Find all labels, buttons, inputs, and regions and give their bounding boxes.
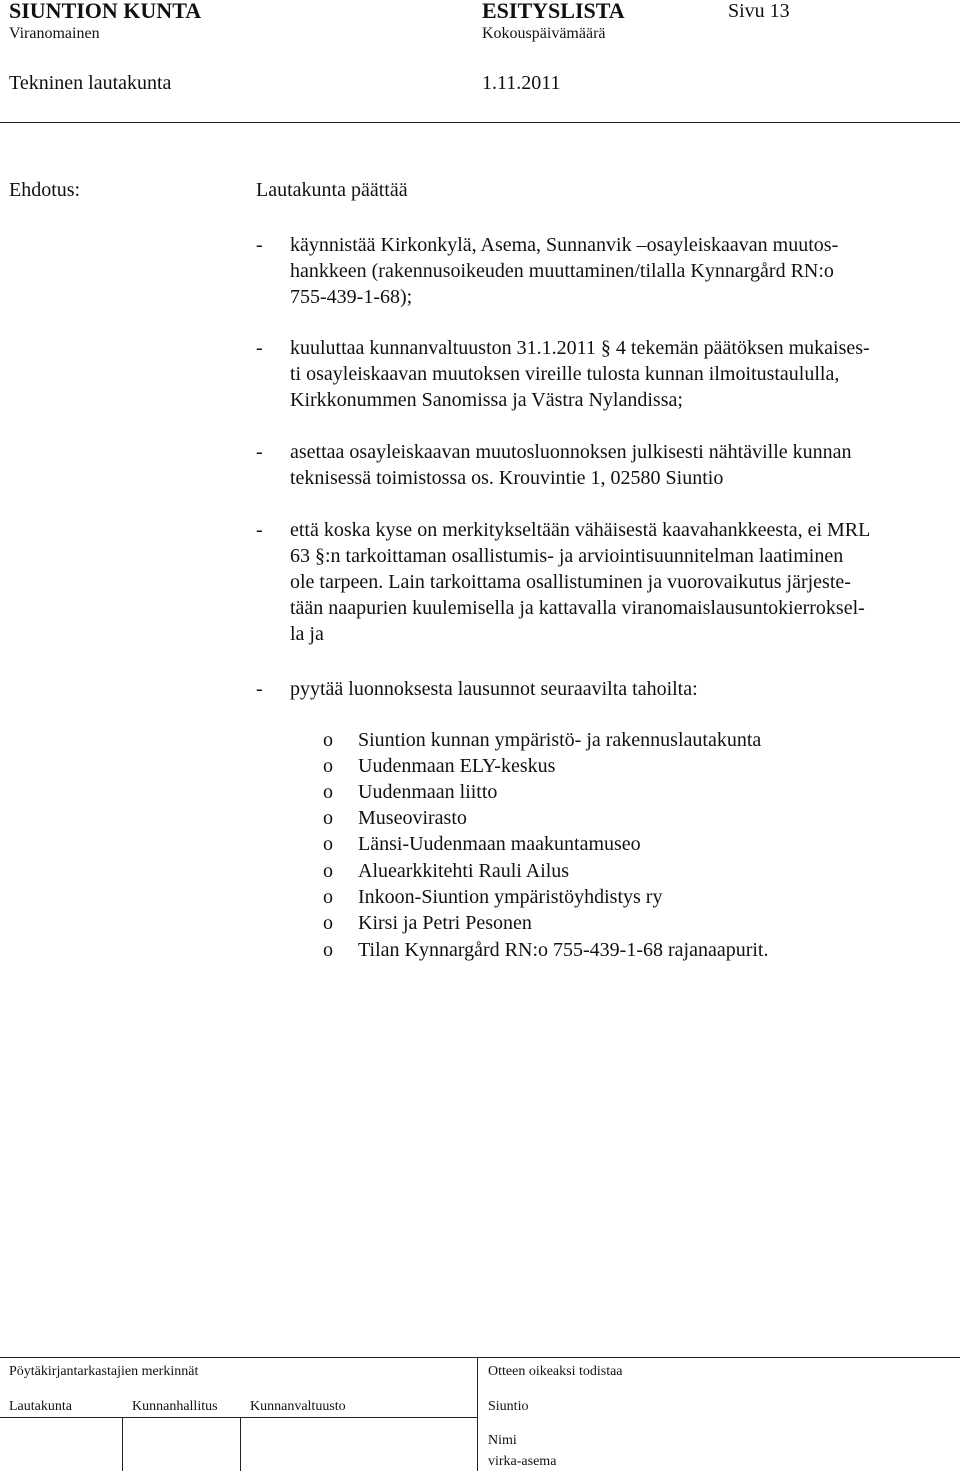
item-dash: - — [256, 519, 263, 541]
text-line: ole tarpeen. Lain tarkoittama osallistuminen ja vuorovaikutus järjeste- — [290, 571, 851, 593]
list-item — [0, 753, 960, 779]
certified-copy-label: Otteen oikeaksi todistaa — [488, 1364, 623, 1379]
footer-body-council: Kunnanvaltuusto — [250, 1399, 346, 1414]
text-line: asettaa osayleiskaavan muutosluonnoksen julkisesti nähtäville kunnan — [290, 441, 852, 463]
list-item — [0, 910, 960, 936]
recipient-name: Aluearkkitehti Rauli Ailus — [358, 860, 570, 882]
bullet-icon: o — [323, 886, 333, 908]
recipient-name: Inkoon-Siuntion ympäristöyhdistys ry — [358, 886, 663, 908]
bullet-icon: o — [323, 781, 333, 803]
header-divider — [0, 122, 960, 123]
recipient-name: Länsi-Uudenmaan maakuntamuseo — [358, 833, 641, 855]
text-line: käynnistää Kirkonkylä, Asema, Sunnanvik –osayleiskaavan muutos- — [290, 234, 839, 256]
proposal-label: Ehdotus: — [9, 179, 81, 201]
text-line: Kirkkonummen Sanomissa ja Västra Nylandissa; — [290, 389, 683, 411]
text-line: 755-439-1-68); — [290, 286, 413, 308]
text-line: la ja — [290, 623, 324, 645]
recipient-name: Kirsi ja Petri Pesonen — [358, 912, 532, 934]
decision-item-request-statements — [290, 676, 950, 702]
list-item — [0, 937, 960, 963]
list-item — [0, 831, 960, 857]
list-item — [0, 779, 960, 805]
recipient-name: Tilan Kynnargård RN:o 755-439-1-68 rajanaapurit. — [358, 939, 769, 961]
name-label: Nimi — [488, 1433, 517, 1448]
recipient-name: Uudenmaan liitto — [358, 781, 498, 803]
authority-label: Viranomainen — [9, 25, 100, 42]
item-dash: - — [256, 678, 263, 700]
footer-center-divider — [477, 1357, 478, 1471]
bullet-icon: o — [323, 912, 333, 934]
minutes-checkers-label: Pöytäkirjantarkastajien merkinnät — [9, 1364, 199, 1379]
footer-divider — [122, 1417, 123, 1471]
bullet-icon: o — [323, 807, 333, 829]
meeting-date-label: Kokouspäivämäärä — [482, 25, 606, 42]
decision-item-display — [290, 439, 950, 491]
decision-item-initiate — [290, 232, 950, 310]
footer-top-rule — [0, 1357, 960, 1358]
organization-name: SIUNTION KUNTA — [9, 0, 202, 23]
bullet-icon: o — [323, 729, 333, 751]
list-item — [0, 858, 960, 884]
footer-body-municipal-board: Kunnanhallitus — [132, 1399, 218, 1414]
text-line: ti osayleiskaavan muutoksen vireille tulosta kunnan ilmoitustaululla, — [290, 363, 840, 385]
recipient-name: Uudenmaan ELY-keskus — [358, 755, 556, 777]
footer-place: Siuntio — [488, 1399, 529, 1414]
page-number: Sivu 13 — [728, 0, 790, 22]
decision-item-announce — [290, 335, 950, 413]
document-type: ESITYSLISTA — [482, 0, 625, 23]
meeting-date: 1.11.2011 — [482, 72, 561, 94]
list-item — [0, 727, 960, 753]
footer-divider — [240, 1417, 241, 1471]
recipient-name: Museovirasto — [358, 807, 467, 829]
footer-body-board: Lautakunta — [9, 1399, 72, 1414]
authority-name: Tekninen lautakunta — [9, 72, 172, 94]
proposal-intro: Lautakunta päättää — [256, 179, 408, 201]
position-label: virka-asema — [488, 1454, 557, 1469]
bullet-icon: o — [323, 755, 333, 777]
item-dash: - — [256, 234, 263, 256]
text-line: hankkeen (rakennusoikeuden muuttaminen/tilalla Kynnargård RN:o — [290, 260, 834, 282]
text-line: kuuluttaa kunnanvaltuuston 31.1.2011 § 4 tekemän päätöksen mukaises- — [290, 337, 870, 359]
text-line: tään naapurien kuulemisella ja kattavalla viranomaislausuntokierroksel- — [290, 597, 865, 619]
text-line: että koska kyse on merkitykseltään vähäisestä kaavahankkeesta, ei MRL — [290, 519, 871, 541]
footer-bodies-rule — [0, 1417, 477, 1418]
item-dash: - — [256, 337, 263, 359]
bullet-icon: o — [323, 833, 333, 855]
text-line: 63 §:n tarkoittaman osallistumis- ja arviointisuunnitelman laatiminen — [290, 545, 844, 567]
text-line: teknisessä toimistossa os. Krouvintie 1, 02580 Siuntio — [290, 467, 724, 489]
recipient-name: Siuntion kunnan ympäristö- ja rakennuslautakunta — [358, 729, 762, 751]
bullet-icon: o — [323, 860, 333, 882]
list-item — [0, 805, 960, 831]
list-item — [0, 884, 960, 910]
text-line: pyytää luonnoksesta lausunnot seuraavilta tahoilta: — [290, 678, 698, 700]
item-dash: - — [256, 441, 263, 463]
bullet-icon: o — [323, 939, 333, 961]
decision-item-participation — [290, 517, 950, 647]
